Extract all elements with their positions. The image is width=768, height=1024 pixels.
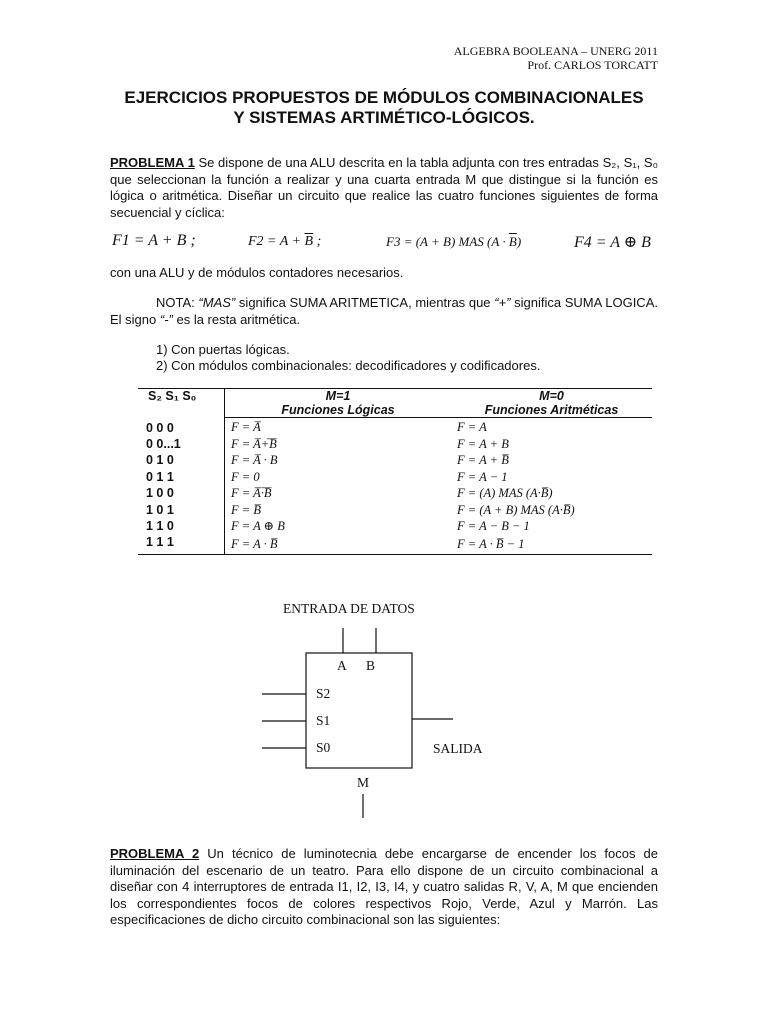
s0-label: S0 bbox=[316, 740, 331, 755]
table-row: 0 1 0 F = A̅ · B F = A + B̅ bbox=[138, 452, 652, 468]
problem2-label: PROBLEMA 2 bbox=[110, 846, 200, 861]
table-row: 0 1 1 F = 0 F = A − 1 bbox=[138, 469, 652, 485]
function-f1: F1 = A + B ; bbox=[112, 232, 196, 249]
table-row: 0 0...1 F = A̅+̅B̅ F = A + B bbox=[138, 436, 652, 452]
arith-functions-header: Funciones Aritméticas bbox=[451, 403, 652, 418]
selector-header: S₂ S₁ S₀ bbox=[138, 389, 225, 418]
table-row: 1 0 0 F = A̅·̅B̅ F = (A) MAS (A·B̅) bbox=[138, 485, 652, 501]
professor-header: Prof. CARLOS TORCATT bbox=[527, 58, 658, 72]
table-row: 1 0 1 F = B̅ F = (A + B) MAS (A·B̅) bbox=[138, 501, 652, 517]
note-paragraph: NOTA: “MAS” significa SUMA ARITMETICA, mientras que “+” significa SUMA LOGICA. El signo “-” es la resta aritmética. bbox=[110, 295, 658, 327]
table-row: 1 1 1 F = A · B̅ F = A · B̅ − 1 bbox=[138, 534, 652, 554]
option-1: 1) Con puertas lógicas. bbox=[156, 342, 290, 357]
input-b-label: B bbox=[366, 658, 376, 673]
course-header: ALGEBRA BOOLEANA – UNERG 2011 bbox=[453, 44, 658, 58]
m1-header: M=1 bbox=[225, 389, 452, 404]
output-label: SALIDA bbox=[433, 741, 483, 756]
logic-functions-header: Funciones Lógicas bbox=[225, 403, 452, 418]
m0-header: M=0 bbox=[451, 389, 652, 404]
problem1-label: PROBLEMA 1 bbox=[110, 155, 195, 170]
data-input-label: ENTRADA DE DATOS bbox=[283, 601, 415, 616]
input-a-label: A bbox=[337, 658, 347, 673]
problem2-paragraph bbox=[110, 846, 658, 929]
m-label: M bbox=[357, 775, 370, 790]
s2-label: S2 bbox=[316, 686, 331, 701]
page-title-line1: EJERCICIOS PROPUESTOS DE MÓDULOS COMBINACIONALES bbox=[124, 88, 644, 107]
problem1-intro: Se dispone de una ALU descrita en la tabla adjunta con tres entradas S₂, S₁, S₀ que seleccionan la función a realizar y una cuarta entrada M que distingue si la función es lógica o aritmética. Diseñar un circuito que realice las cuatro funciones siguientes de forma secuencial y cíclica: bbox=[110, 155, 658, 220]
function-f4: F4 = A ⊕ B bbox=[574, 234, 651, 251]
problem2-text: Un técnico de luminotecnia debe encargarse de encender los focos de iluminación del escenario de un teatro. Para ello dispone de un circuito combinacional a diseñar con 4 interruptores de entrada I1, I2, I3, I4, y cuatro salidas R, V, A, M que encienden los correspondientes focos de colores respectivos Rojo, Verde, Azul y Marrón. Las especificaciones de dicho circuito combinacional son las siguientes: bbox=[110, 846, 659, 927]
after-functions-text: con una ALU y de módulos contadores necesarios. bbox=[110, 265, 404, 280]
page-title-line2: Y SISTEMAS ARTIMÉTICO-LÓGICOS. bbox=[233, 108, 535, 127]
s1-label: S1 bbox=[316, 713, 331, 728]
function-f3: F3 = (A + B) MAS (A · B) bbox=[386, 234, 522, 249]
option-2: 2) Con módulos combinacionales: decodificadores y codificadores. bbox=[156, 358, 541, 373]
function-f2: F2 = A + B ; bbox=[248, 234, 322, 249]
table-row: 0 0 0 F = A̅ F = A bbox=[138, 418, 652, 436]
table-row: 1 1 0 F = A ⊕ B F = A − B − 1 bbox=[138, 518, 652, 534]
